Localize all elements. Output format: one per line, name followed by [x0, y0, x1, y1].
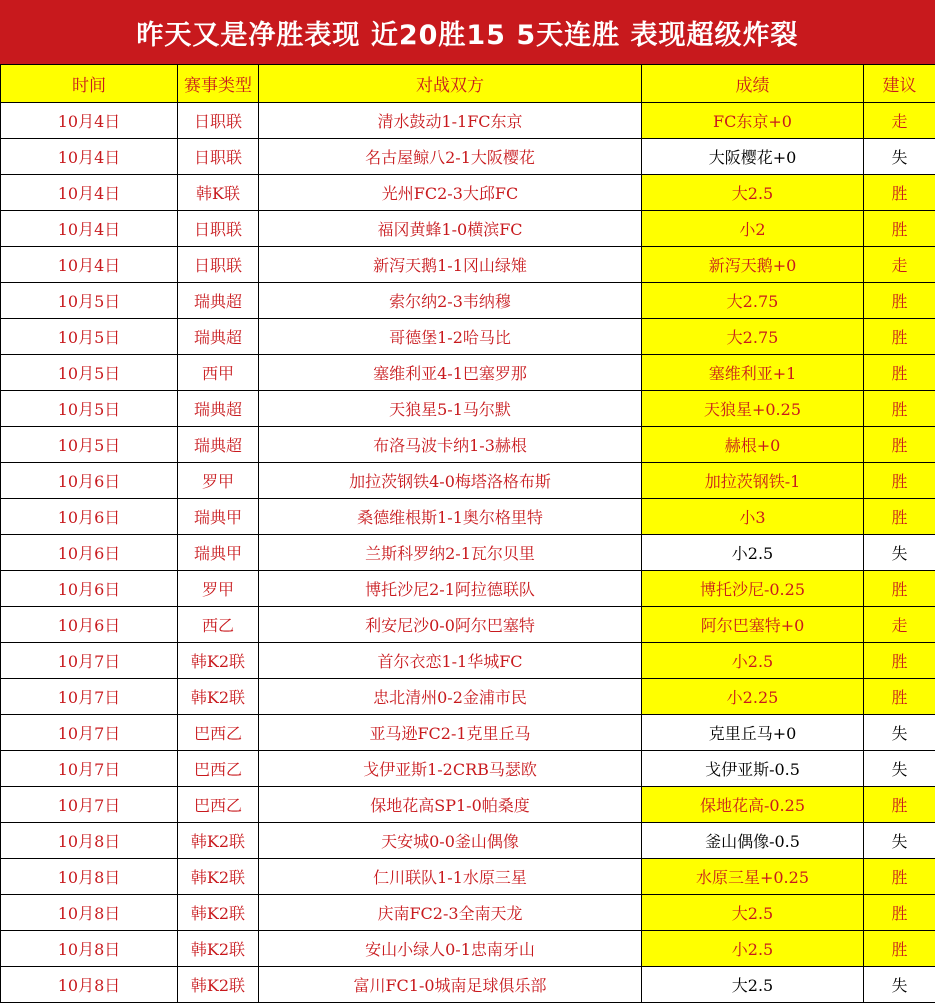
- cell-match: 天狼星5-1马尔默: [259, 391, 642, 427]
- cell-advice: 失: [864, 823, 935, 859]
- table-row: [1, 571, 935, 607]
- cell-match: 福冈黄蜂1-0横滨FC: [259, 211, 642, 247]
- cell-match: 名古屋鲸八2-1大阪樱花: [259, 139, 642, 175]
- cell-advice: 胜: [864, 391, 935, 427]
- header-advice: 建议: [864, 65, 935, 103]
- cell-time: 10月4日: [1, 247, 178, 283]
- cell-time: 10月6日: [1, 499, 178, 535]
- cell-time: 10月7日: [1, 679, 178, 715]
- table-row: [1, 823, 935, 859]
- table-row: [1, 319, 935, 355]
- cell-time: 10月8日: [1, 967, 178, 1003]
- cell-match: 庆南FC2-3全南天龙: [259, 895, 642, 931]
- cell-result: 戈伊亚斯-0.5: [642, 751, 864, 787]
- cell-result: 小2.5: [642, 643, 864, 679]
- cell-match: 兰斯科罗纳2-1瓦尔贝里: [259, 535, 642, 571]
- cell-time: 10月6日: [1, 607, 178, 643]
- cell-event: 韩K2联: [178, 679, 259, 715]
- cell-event: 日职联: [178, 139, 259, 175]
- cell-result: 克里丘马+0: [642, 715, 864, 751]
- cell-event: 韩K2联: [178, 895, 259, 931]
- cell-result: 水原三星+0.25: [642, 859, 864, 895]
- table-row: [1, 787, 935, 823]
- cell-advice: 胜: [864, 319, 935, 355]
- cell-time: 10月7日: [1, 751, 178, 787]
- cell-advice: 胜: [864, 175, 935, 211]
- cell-result: 大2.5: [642, 967, 864, 1003]
- cell-time: 10月4日: [1, 103, 178, 139]
- cell-match: 首尔衣恋1-1华城FC: [259, 643, 642, 679]
- cell-result: 大2.5: [642, 895, 864, 931]
- results-table: [0, 64, 935, 1003]
- table-row: [1, 283, 935, 319]
- cell-advice: 失: [864, 715, 935, 751]
- cell-time: 10月7日: [1, 643, 178, 679]
- cell-time: 10月4日: [1, 175, 178, 211]
- cell-result: 小2.5: [642, 931, 864, 967]
- cell-match: 戈伊亚斯1-2CRB马瑟欧: [259, 751, 642, 787]
- cell-match: 加拉茨钢铁4-0梅塔洛格布斯: [259, 463, 642, 499]
- cell-time: 10月8日: [1, 895, 178, 931]
- header-match: 对战双方: [259, 65, 642, 103]
- cell-event: 韩K2联: [178, 859, 259, 895]
- cell-advice: 走: [864, 247, 935, 283]
- cell-result: 小2: [642, 211, 864, 247]
- cell-advice: 胜: [864, 571, 935, 607]
- cell-match: 哥德堡1-2哈马比: [259, 319, 642, 355]
- cell-event: 韩K联: [178, 175, 259, 211]
- header-result: 成绩: [642, 65, 864, 103]
- cell-result: 小2.25: [642, 679, 864, 715]
- cell-result: 小3: [642, 499, 864, 535]
- cell-time: 10月5日: [1, 391, 178, 427]
- cell-event: 西甲: [178, 355, 259, 391]
- cell-result: 塞维利亚+1: [642, 355, 864, 391]
- table-body: [1, 103, 935, 1003]
- cell-match: 清水鼓动1-1FC东京: [259, 103, 642, 139]
- cell-time: 10月7日: [1, 787, 178, 823]
- cell-time: 10月6日: [1, 571, 178, 607]
- cell-match: 亚马逊FC2-1克里丘马: [259, 715, 642, 751]
- cell-result: 新泻天鹅+0: [642, 247, 864, 283]
- cell-time: 10月6日: [1, 535, 178, 571]
- cell-event: 日职联: [178, 211, 259, 247]
- cell-time: 10月4日: [1, 211, 178, 247]
- cell-match: 塞维利亚4-1巴塞罗那: [259, 355, 642, 391]
- cell-result: 大2.5: [642, 175, 864, 211]
- table-row: [1, 211, 935, 247]
- cell-match: 布洛马波卡纳1-3赫根: [259, 427, 642, 463]
- cell-advice: 胜: [864, 643, 935, 679]
- cell-match: 安山小绿人0-1忠南牙山: [259, 931, 642, 967]
- cell-event: 西乙: [178, 607, 259, 643]
- cell-advice: 胜: [864, 931, 935, 967]
- table-row: [1, 463, 935, 499]
- cell-match: 新泻天鹅1-1冈山绿雉: [259, 247, 642, 283]
- cell-time: 10月8日: [1, 823, 178, 859]
- cell-event: 罗甲: [178, 571, 259, 607]
- cell-event: 瑞典超: [178, 283, 259, 319]
- cell-advice: 失: [864, 139, 935, 175]
- table-row: [1, 607, 935, 643]
- table-row: [1, 715, 935, 751]
- cell-time: 10月8日: [1, 931, 178, 967]
- cell-advice: 胜: [864, 211, 935, 247]
- cell-advice: 失: [864, 751, 935, 787]
- cell-match: 光州FC2-3大邱FC: [259, 175, 642, 211]
- cell-advice: 走: [864, 103, 935, 139]
- table-row: [1, 175, 935, 211]
- table-row: [1, 103, 935, 139]
- table-row: [1, 427, 935, 463]
- cell-advice: 胜: [864, 499, 935, 535]
- cell-advice: 胜: [864, 427, 935, 463]
- cell-event: 巴西乙: [178, 787, 259, 823]
- cell-result: 博托沙尼-0.25: [642, 571, 864, 607]
- header-time: 时间: [1, 65, 178, 103]
- cell-result: 大2.75: [642, 283, 864, 319]
- cell-match: 索尔纳2-3韦纳穆: [259, 283, 642, 319]
- cell-event: 瑞典超: [178, 391, 259, 427]
- cell-result: 加拉茨钢铁-1: [642, 463, 864, 499]
- cell-advice: 失: [864, 967, 935, 1003]
- table-row: [1, 391, 935, 427]
- table-row: [1, 643, 935, 679]
- cell-time: 10月5日: [1, 283, 178, 319]
- table-row: [1, 535, 935, 571]
- cell-time: 10月5日: [1, 427, 178, 463]
- cell-time: 10月6日: [1, 463, 178, 499]
- cell-time: 10月4日: [1, 139, 178, 175]
- cell-match: 利安尼沙0-0阿尔巴塞特: [259, 607, 642, 643]
- header-event: 赛事类型: [178, 65, 259, 103]
- cell-time: 10月8日: [1, 859, 178, 895]
- page-title: 昨天又是净胜表现 近20胜15 5天连胜 表现超级炸裂: [0, 0, 935, 64]
- cell-event: 日职联: [178, 247, 259, 283]
- cell-event: 韩K2联: [178, 643, 259, 679]
- cell-advice: 胜: [864, 787, 935, 823]
- cell-result: 大2.75: [642, 319, 864, 355]
- cell-time: 10月5日: [1, 355, 178, 391]
- table-row: [1, 859, 935, 895]
- table-row: [1, 247, 935, 283]
- cell-advice: 胜: [864, 283, 935, 319]
- cell-event: 罗甲: [178, 463, 259, 499]
- cell-result: 釜山偶像-0.5: [642, 823, 864, 859]
- cell-advice: 胜: [864, 859, 935, 895]
- cell-event: 巴西乙: [178, 715, 259, 751]
- table-row: [1, 139, 935, 175]
- cell-event: 韩K2联: [178, 931, 259, 967]
- cell-time: 10月7日: [1, 715, 178, 751]
- cell-result: 阿尔巴塞特+0: [642, 607, 864, 643]
- cell-event: 瑞典甲: [178, 535, 259, 571]
- cell-advice: 胜: [864, 679, 935, 715]
- cell-match: 博托沙尼2-1阿拉德联队: [259, 571, 642, 607]
- cell-event: 瑞典超: [178, 427, 259, 463]
- cell-advice: 胜: [864, 895, 935, 931]
- table-row: [1, 967, 935, 1003]
- cell-event: 日职联: [178, 103, 259, 139]
- cell-result: FC东京+0: [642, 103, 864, 139]
- cell-advice: 失: [864, 535, 935, 571]
- cell-event: 韩K2联: [178, 823, 259, 859]
- table-row: [1, 355, 935, 391]
- table-row: [1, 679, 935, 715]
- cell-advice: 胜: [864, 355, 935, 391]
- table-row: [1, 499, 935, 535]
- cell-result: 大阪樱花+0: [642, 139, 864, 175]
- cell-match: 富川FC1-0城南足球俱乐部: [259, 967, 642, 1003]
- cell-result: 赫根+0: [642, 427, 864, 463]
- cell-event: 韩K2联: [178, 967, 259, 1003]
- cell-event: 巴西乙: [178, 751, 259, 787]
- cell-advice: 胜: [864, 463, 935, 499]
- cell-advice: 走: [864, 607, 935, 643]
- cell-result: 小2.5: [642, 535, 864, 571]
- cell-time: 10月5日: [1, 319, 178, 355]
- cell-match: 忠北清州0-2金浦市民: [259, 679, 642, 715]
- cell-match: 天安城0-0釜山偶像: [259, 823, 642, 859]
- cell-event: 瑞典甲: [178, 499, 259, 535]
- header-row: [1, 65, 935, 103]
- cell-event: 瑞典超: [178, 319, 259, 355]
- cell-result: 天狼星+0.25: [642, 391, 864, 427]
- cell-match: 仁川联队1-1水原三星: [259, 859, 642, 895]
- table-row: [1, 751, 935, 787]
- table-row: [1, 895, 935, 931]
- cell-match: 桑德维根斯1-1奥尔格里特: [259, 499, 642, 535]
- table-row: [1, 931, 935, 967]
- cell-match: 保地花高SP1-0帕桑度: [259, 787, 642, 823]
- cell-result: 保地花高-0.25: [642, 787, 864, 823]
